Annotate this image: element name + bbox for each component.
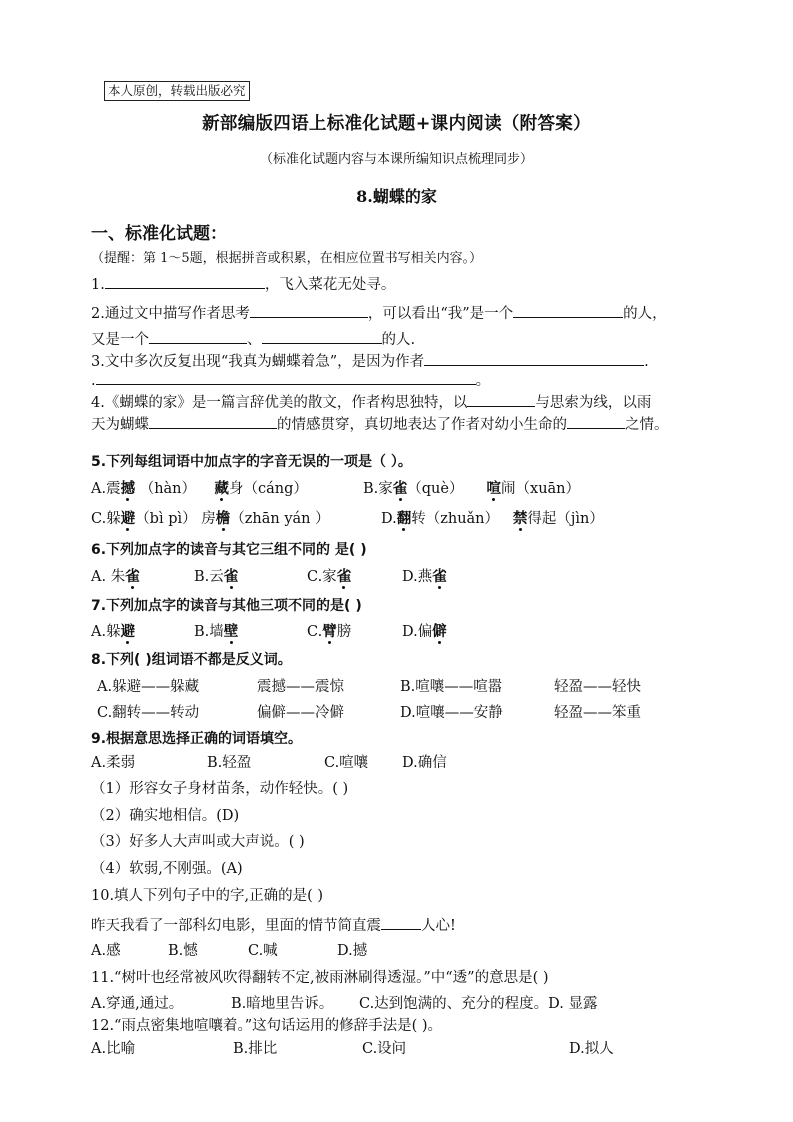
q8-option-d[interactable]: D.喧嚷——安静 [400,705,503,721]
q8-option-b-pair2: 轻盈——轻快 [554,679,641,695]
q8-option-c-pair2: 偏僻——冷僻 [257,705,344,721]
question-4-line2 [91,413,711,435]
q4-text-e: 之情。 [625,417,669,433]
q8-option-a-pair2: 震撼——震惊 [257,679,344,695]
q5-a-word1a: 震 [106,481,121,497]
q10-sentence-a: 昨天我看了一部科幻电影，里面的情节简直震 [91,918,381,934]
q2-text-f: 的人. [381,332,416,348]
question-10-sentence [91,914,711,936]
q7-option-d[interactable] [402,622,447,642]
q8-option-b[interactable]: B.喧嚷——喧嚣 [400,679,503,695]
q5-b-pinyin2: （xuān） [515,481,581,497]
q3-blank-1[interactable] [424,350,644,366]
q2-blank-3[interactable] [149,328,247,344]
q5-c-word2a: 房 [201,511,216,527]
q4-text-d: 的情感贯穿，真切地表达了作者对幼小生命的 [277,417,567,433]
q5-b-word1a: 家 [378,481,393,497]
q5-d-label: D. [381,511,397,527]
q5-c-dotted2: 檐 [215,510,231,527]
q5-b-word2b: 闹 [501,481,516,497]
q4-blank-2[interactable] [149,413,277,429]
q2-blank-1[interactable] [250,302,368,318]
q5-c-pinyin1: （bì pì） [135,511,197,527]
q4-text-b: 与思索为线，以雨 [535,395,652,411]
q5-b-dotted2: 喧 [486,480,502,497]
q7-b-dotted: 壁 [223,623,239,640]
question-10-stem: 10.填人下列句子中的字,正确的是( ) [91,888,324,904]
q11-option-b[interactable]: B.暗地里告诉。 [231,996,334,1012]
q5-c-word1a: 躲 [106,511,121,527]
page-title: 新部编版四语上标准化试题+课内阅读（附答案） [202,114,591,134]
q7-option-a[interactable] [91,622,135,642]
q7-d-dotted: 僻 [432,623,447,640]
q12-option-c[interactable]: C.设问 [362,1041,407,1057]
q7-c-dotted: 臂 [322,623,337,640]
q5-c-dotted1: 避 [120,510,136,527]
q10-option-d[interactable]: D.撼 [337,943,368,959]
q9-item-3: （3）好多人大声叫或大声说。( ) [91,834,305,850]
q8-option-d-pair2: 轻盈——笨重 [554,705,641,721]
q2-text-a: 2.通过文中描写作者思考 [91,306,250,322]
q5-d-dotted1: 翻 [396,510,412,527]
q6-option-d[interactable] [402,567,447,587]
q12-option-d[interactable]: D.拟人 [569,1041,614,1057]
q4-text-a: 4.《蝴蝶的家》是一篇言辞优美的散文，作者构思独特，以 [91,395,468,411]
q5-b-dotted1: 雀 [392,480,408,497]
q7-option-c[interactable] [307,622,351,642]
q7-c-rest: 膀 [336,624,352,640]
q2-text-b: ，可以看出“我”是一个 [367,306,514,322]
q10-option-b[interactable]: B.憾 [168,943,198,959]
q4-blank-1[interactable] [467,391,535,407]
q2-blank-4[interactable] [262,328,382,344]
q2-text-c: 的人， [623,306,667,322]
q5-b-pinyin1: （què） [407,481,464,497]
q7-d-text: D.偏 [402,624,433,640]
q7-a-dotted: 避 [120,623,136,640]
q5-a-word2b: 身 [228,481,244,497]
section-heading: 一、标准化试题： [91,224,227,244]
q11-option-a[interactable]: A.穿通,通过。 [91,996,184,1012]
q5-d-pinyin2: （jìn） [556,511,604,527]
q8-option-a[interactable]: A.躲避——躲藏 [97,679,200,695]
copyright-stamp: 本人原创，转载出版必究 [104,81,250,101]
q6-option-b[interactable] [194,567,238,587]
q2-text-d: 又是一个 [91,332,149,348]
q6-a-dotted: 雀 [125,568,140,585]
q6-option-a[interactable] [91,567,140,587]
q3-text-b: . [644,354,649,370]
q5-option-b[interactable] [363,479,580,499]
q5-c-pinyin2: （zhān yán ） [230,511,330,527]
q5-a-dotted1: 撼 [120,480,136,497]
question-9-stem: 9.根据意思选择正确的词语填空。 [91,731,303,747]
q5-a-pinyin1: （hàn） [139,481,197,497]
question-1 [91,273,711,295]
q6-b-dotted: 雀 [223,568,239,585]
q7-b-text: B.墙 [194,624,224,640]
q3-text-d: 。 [475,373,491,389]
q2-blank-2[interactable] [513,302,623,318]
question-5-stem: 5.下列每组词语中加点字的字音无误的一项是（ ）。 [91,454,412,470]
q2-text-e: 、 [247,332,262,348]
q5-d-dotted2: 禁 [512,510,528,527]
q9-item-1: （1）形容女子身材苗条，动作轻快。( ) [91,781,349,797]
question-11-stem: 11.“树叶也经常被风吹得翻转不定,被雨淋刷得透湿。”中“透”的意思是( ) [91,970,549,986]
q12-option-a[interactable]: A.比喻 [91,1041,136,1057]
q8-option-c[interactable]: C.翻转——转动 [97,705,200,721]
q7-c-text: C. [307,624,323,640]
q6-c-dotted: 雀 [336,568,352,585]
q3-text-c: . [91,373,96,389]
q9-item-2: （2）确实地相信。(D) [91,808,240,824]
q1-blank[interactable] [105,273,265,289]
question-4-line1 [91,391,711,413]
question-3-line2 [91,369,711,391]
q6-b-text: B.云 [194,569,224,585]
q9-option-c[interactable]: C.喧嚷 [324,755,369,771]
question-2-line1 [91,302,711,324]
question-6-stem: 6.下列加点字的读音与其它三组不同的 是( ) [91,542,367,558]
q5-a-pinyin2: （cáng） [243,481,308,497]
q4-blank-3[interactable] [567,413,625,429]
q5-a-label: A. [91,481,107,497]
q7-a-text: A.躲 [91,624,121,640]
q12-option-b[interactable]: B.排比 [233,1041,278,1057]
q5-d-pinyin1: （zhuǎn） [425,511,500,527]
q10-blank[interactable] [381,914,421,930]
q5-d-word2b: 得起 [527,511,557,527]
question-7-stem: 7.下列加点字的读音与其他三项不同的是( ) [91,598,362,614]
q11-option-cd[interactable]: C.达到饱满的、充分的程度。D. 显露 [359,996,598,1012]
q10-option-c[interactable]: C.喊 [248,943,278,959]
lesson-title: 8.蝴蝶的家 [356,187,437,206]
q5-option-c[interactable] [91,509,330,529]
q5-option-a[interactable] [91,479,308,499]
q10-option-a[interactable]: A.感 [91,943,121,959]
q9-option-a[interactable]: A.柔弱 [91,755,136,771]
q1-text: ，飞入菜花无处寻。 [264,277,396,293]
q9-option-d[interactable]: D.确信 [402,755,447,771]
question-12-stem: 12.“雨点密集地喧嚷着。”这句话运用的修辞手法是( )。 [91,1018,443,1034]
q5-b-label: B. [363,481,379,497]
q1-number: 1. [91,277,105,293]
q5-option-d[interactable] [381,509,604,529]
q6-option-c[interactable] [307,567,351,587]
q6-c-text: C.家 [307,569,337,585]
q5-c-label: C. [91,511,107,527]
q6-d-dotted: 雀 [432,568,447,585]
q7-option-b[interactable] [194,622,238,642]
page-subtitle: （标准化试题内容与本课所编知识点梳理同步） [259,152,533,167]
tip-text: （提醒：第 1～5题，根据拼音或积累，在相应位置书写相关内容。） [91,251,483,266]
q10-sentence-b: 人心! [421,918,456,934]
question-8-stem: 8.下列( )组词语不都是反义词。 [91,652,292,668]
q6-d-text: D.燕 [402,569,433,585]
q5-d-word1b: 转 [411,511,426,527]
q4-text-c: 天为蝴蝶 [91,417,149,433]
q9-item-4: （4）软弱,不刚强。(A) [91,861,243,877]
q9-option-b[interactable]: B.轻盈 [207,755,252,771]
question-2-line2 [91,328,711,350]
q5-a-dotted2: 藏 [214,480,229,497]
q3-text-a: 3.文中多次反复出现“我真为蝴蝶着急”，是因为作者 [91,354,425,370]
q3-blank-2[interactable] [96,369,476,385]
q6-a-text: A. 朱 [91,569,126,585]
